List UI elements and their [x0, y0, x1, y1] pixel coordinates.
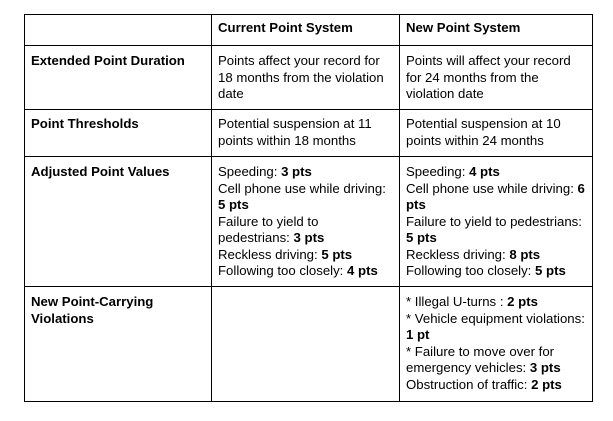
cell-text: * Vehicle equipment violations: — [406, 310, 589, 326]
cell-line — [406, 116, 586, 149]
new-system-cell — [400, 287, 593, 402]
cell-text: Speeding: — [218, 164, 282, 179]
cell-text: Reckless driving: — [218, 246, 322, 262]
point-value: 5 pts — [218, 197, 249, 212]
cell-text: Points will affect your record for 24 months from the violation date — [406, 53, 575, 101]
cell-line — [218, 181, 393, 214]
cell-text: * Failure to move over for emergency vehicles: — [406, 343, 558, 375]
point-value: 6 pts — [406, 180, 589, 212]
cell-line — [218, 263, 393, 280]
point-value: 5 pts — [406, 230, 437, 245]
current-system-cell — [212, 110, 400, 157]
row-label: Point Thresholds — [25, 110, 212, 157]
point-value: 2 pts — [507, 294, 538, 309]
cell-text: Failure to yield to pedestrians: — [218, 213, 323, 245]
cell-text: Points affect your record for 18 months from the violation date — [218, 53, 388, 101]
cell-text: Failure to yield to pedestrians: — [406, 213, 586, 229]
cell-line — [406, 344, 586, 377]
point-value: 5 pts — [535, 263, 566, 278]
cell-text: Obstruction of traffic: — [406, 376, 532, 392]
new-system-cell — [400, 46, 593, 110]
cell-line — [218, 116, 393, 149]
table-row-point-thresholds — [25, 110, 593, 157]
row-label: Adjusted Point Values — [25, 157, 212, 287]
cell-line — [218, 247, 393, 264]
point-value: 1 pt — [406, 327, 430, 342]
current-system-cell — [212, 287, 400, 402]
cell-text: Potential suspension at 10 points within 24 months — [406, 116, 565, 148]
current-system-cell — [212, 157, 400, 287]
header-cell-empty — [25, 15, 212, 46]
point-value: 2 pts — [531, 376, 562, 392]
header-current-point-system: Current Point System — [212, 15, 400, 46]
point-value: 5 pts — [321, 246, 353, 262]
cell-text: Following too closely: — [406, 263, 536, 278]
cell-line — [218, 53, 393, 103]
cell-line — [406, 53, 586, 103]
cell-text: Following too closely: — [218, 263, 348, 278]
point-value: 8 pts — [509, 246, 541, 262]
cell-text: Cell phone use while driving: — [406, 180, 578, 196]
new-system-cell — [400, 157, 593, 287]
point-value: 3 pts — [281, 164, 312, 179]
cell-line — [406, 310, 589, 344]
cell-line — [406, 180, 589, 214]
cell-text: Speeding: — [406, 164, 470, 179]
cell-line — [406, 377, 586, 394]
new-system-cell — [400, 110, 593, 157]
point-value: 3 pts — [293, 230, 325, 245]
cell-text: * Illegal U-turns : — [406, 294, 508, 309]
point-system-comparison-table — [24, 14, 593, 402]
table-row-adjusted-point-values — [25, 157, 593, 287]
cell-text: Potential suspension at 11 points within 18 months — [218, 116, 376, 148]
header-new-point-system: New Point System — [400, 15, 593, 46]
current-system-cell — [212, 46, 400, 110]
cell-line — [406, 263, 586, 280]
cell-line — [218, 164, 393, 181]
row-label: New Point-Carrying Violations — [25, 287, 212, 402]
table-row-extended-point-duration — [25, 46, 593, 110]
cell-line — [406, 214, 586, 247]
point-value: 3 pts — [529, 360, 561, 375]
cell-line — [406, 294, 586, 311]
cell-line — [406, 164, 586, 181]
point-value: 4 pts — [469, 164, 500, 179]
point-value: 4 pts — [347, 263, 378, 278]
cell-line — [406, 247, 586, 264]
cell-text: Reckless driving: — [406, 246, 510, 262]
table-row-new-point-carrying-violations — [25, 287, 593, 402]
cell-line — [218, 214, 393, 247]
row-label: Extended Point Duration — [25, 46, 212, 110]
table-header-row — [25, 15, 593, 46]
cell-text: Cell phone use while driving: — [218, 180, 390, 196]
